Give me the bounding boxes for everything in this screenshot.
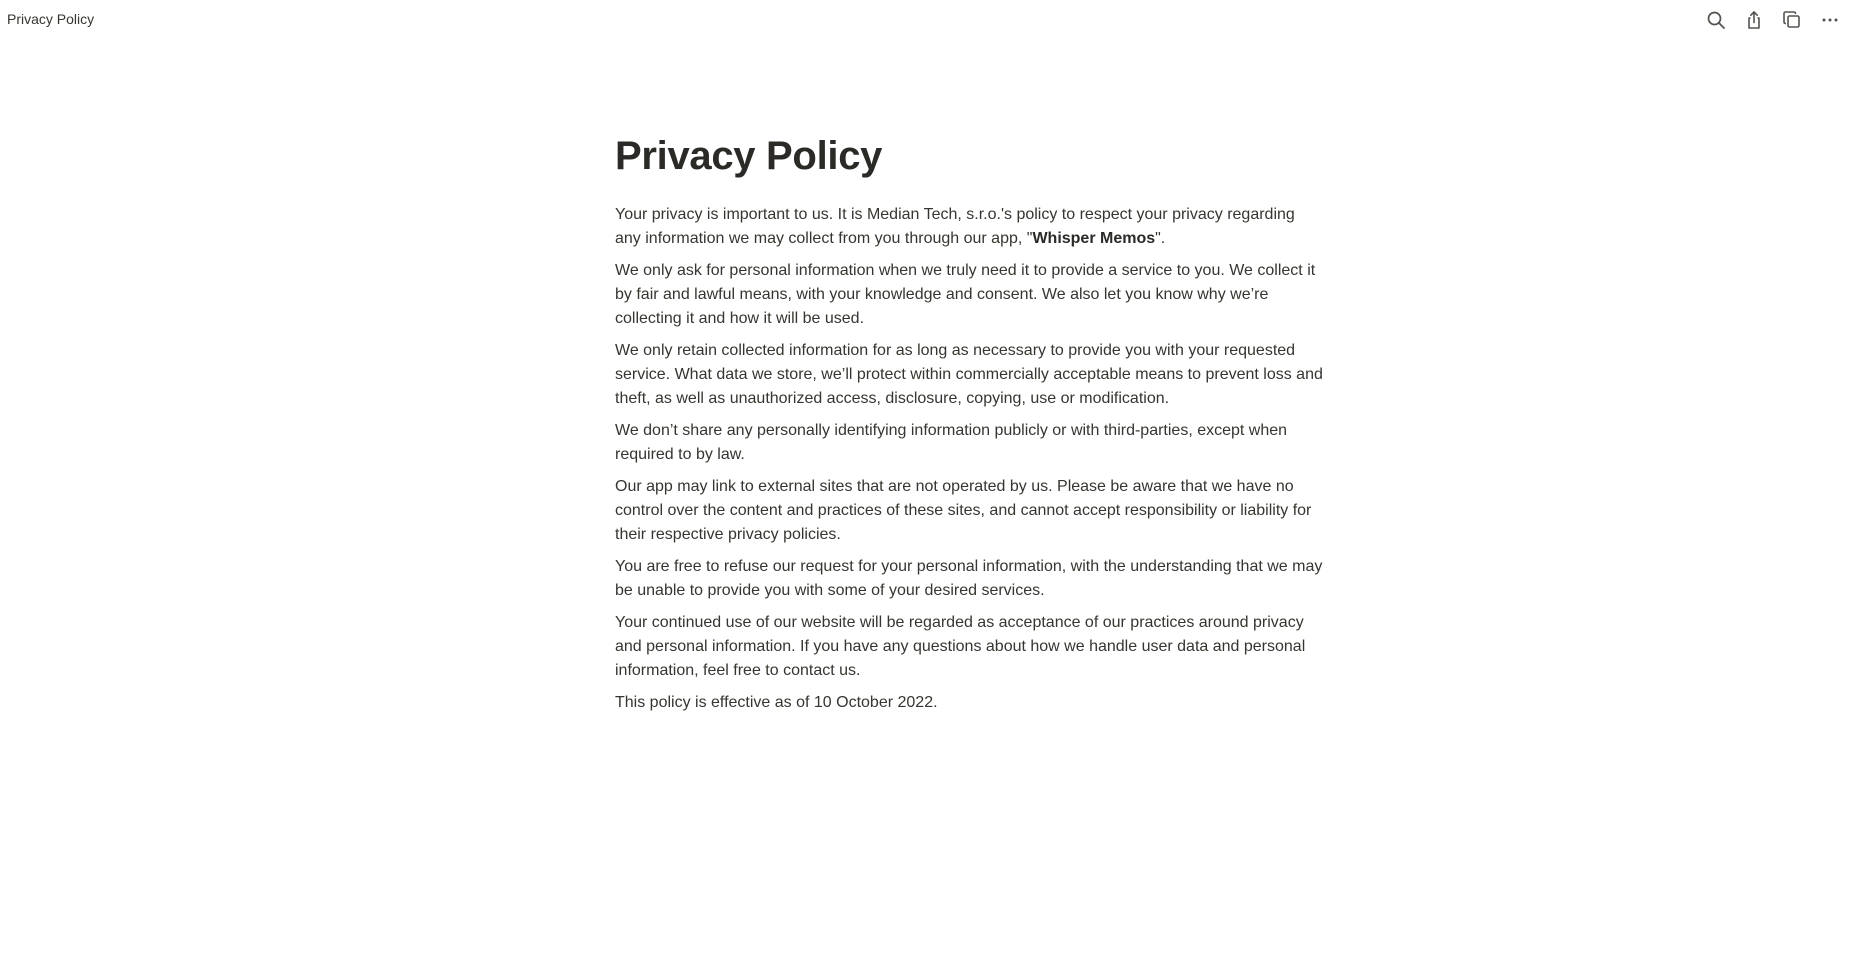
- more-icon: [1820, 10, 1840, 30]
- paragraph-effective-date: This policy is effective as of 10 October 2022.: [615, 694, 938, 711]
- share-button[interactable]: [1740, 6, 1768, 34]
- app-name: Whisper Memos: [1032, 230, 1156, 247]
- paragraph-acceptance: Your continued use of our website will be regarded as acceptance of our practices around privacy and personal information. If you have any questions about how we handle user data and personal information, feel free to contact us.: [615, 614, 1306, 679]
- search-button[interactable]: [1702, 6, 1730, 34]
- paragraph-collection: We only ask for personal information when we truly need it to provide a service to you. We collect it by fair and lawful means, with your knowledge and consent. We also let you know why we’re collecting it and how it will be used.: [615, 262, 1316, 327]
- topbar: [0, 0, 1850, 40]
- paragraph-sharing: We don’t share any personally identifying information publicly or with third-parties, except when required to by law.: [615, 422, 1288, 463]
- duplicate-button[interactable]: [1778, 6, 1806, 34]
- paragraph-retention: We only retain collected information for as long as necessary to provide you with your requested service. What data we store, we’ll protect within commercially acceptable means to prevent loss and theft, as well as unauthorized access, disclosure, copying, use or modification.: [615, 342, 1323, 407]
- search-icon: [1706, 10, 1726, 30]
- breadcrumb[interactable]: Privacy Policy: [7, 11, 95, 27]
- more-button[interactable]: [1816, 6, 1844, 34]
- topbar-actions: [1692, 6, 1844, 34]
- page-title: Privacy Policy: [615, 134, 883, 178]
- page-content: [615, 128, 1325, 723]
- duplicate-icon: [1782, 10, 1802, 30]
- intro-text-after: ".: [1155, 230, 1166, 247]
- paragraph-refusal: You are free to refuse our request for your personal information, with the understanding that we may be unable to provide you with some of your desired services.: [615, 558, 1323, 599]
- intro-text-before: Your privacy is important to us. It is Median Tech, s.r.o.'s policy to respect your privacy regarding any information we may collect from you through our app, ": [615, 206, 1295, 247]
- paragraph-external-links: Our app may link to external sites that are not operated by us. Please be aware that we have no control over the content and practices of these sites, and cannot accept responsibility or liability for their respective privacy policies.: [615, 478, 1312, 543]
- intro-paragraph: [615, 203, 1325, 251]
- share-icon: [1744, 10, 1764, 30]
